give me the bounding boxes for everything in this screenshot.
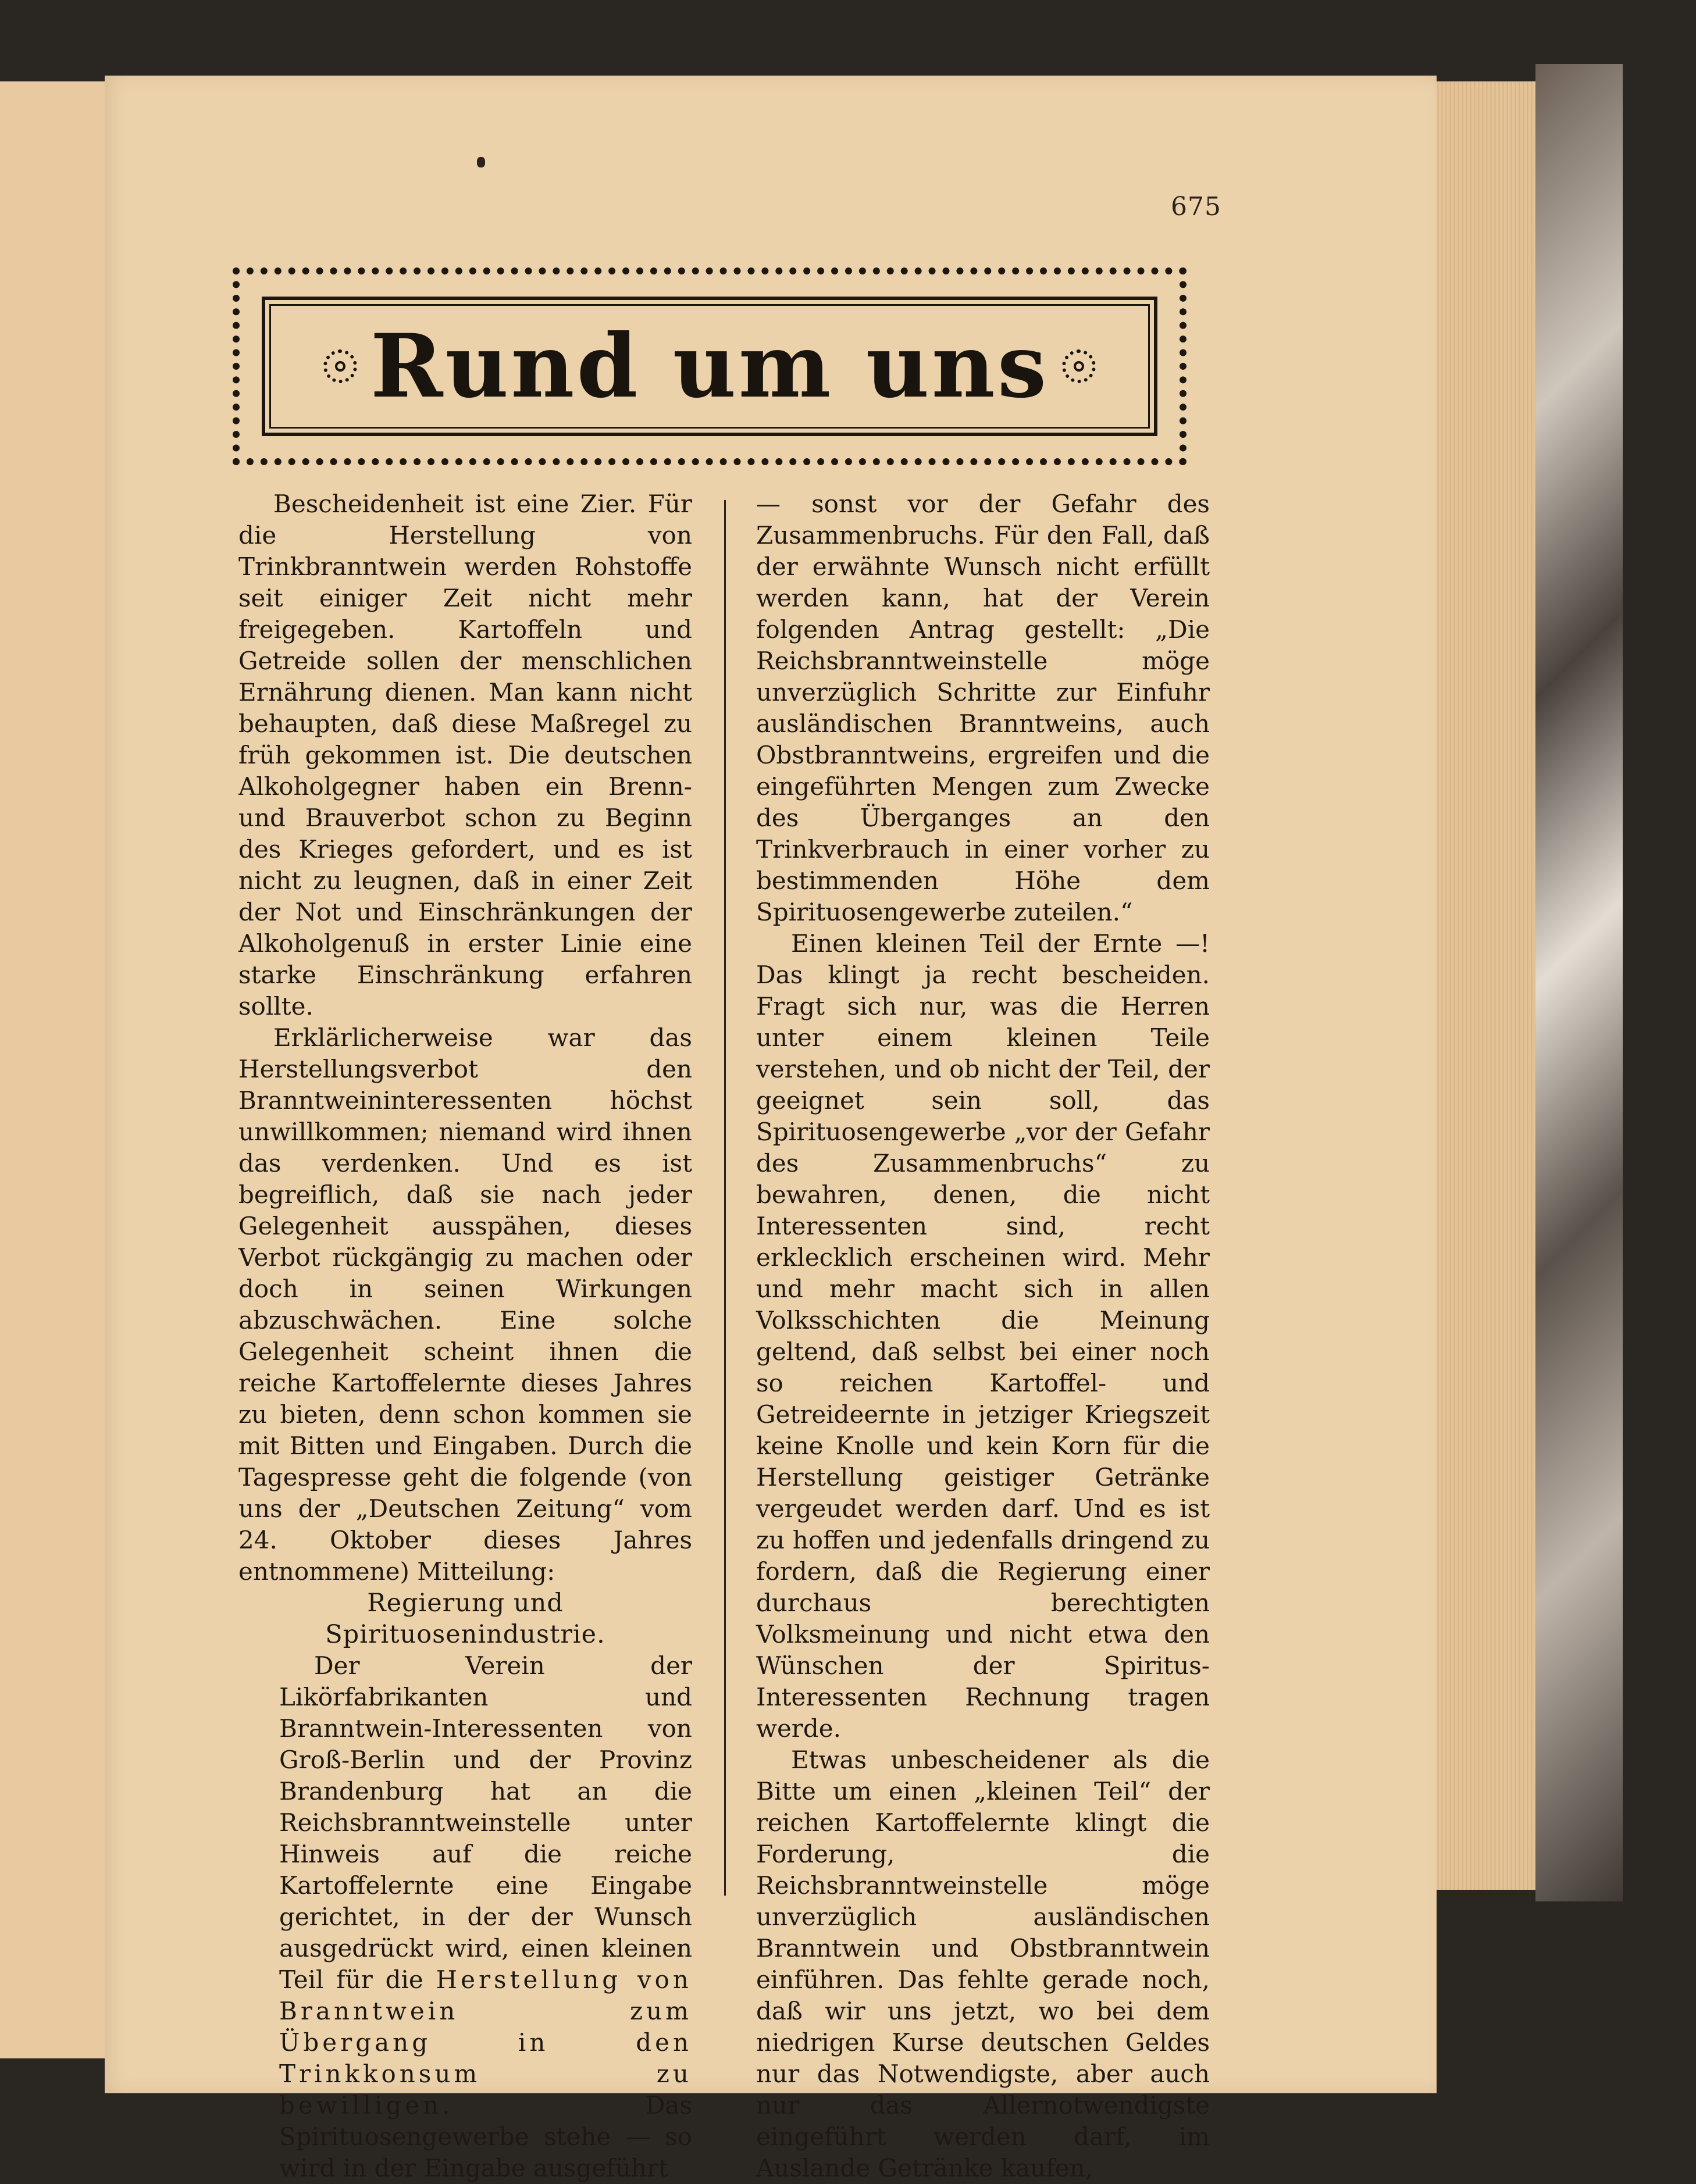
paragraph: Bescheidenheit ist eine Zier. Für die Herstellung von Trinkbranntwein werden Rohstoffe seit einiger Zeit nicht mehr freigegeben. Kartoffeln und Getreide sollen der menschlichen Ernährung dienen. Man kann nicht behaupten, daß diese Maßregel zu früh gekommen ist. Die deutschen Alkoholgegner haben ein Brenn- und Brauverbot schon zu Beginn des Krieges gefordert, und es ist nicht zu leugnen, daß in einer Zeit der Not und Einschränkungen der Alkoholgenuß in erster Linie eine starke Einschränkung erfahren sollte.: [238, 490, 692, 1020]
column-divider: [724, 500, 726, 1896]
quote-text: Der Verein der Likörfabrikanten und Branntwein-Interessenten von Groß-Berlin und der Provinz Brandenburg hat an die Reichsbranntweinstelle unter Hinweis auf die reiche Kartoffelernte eine Eingabe gerichtet, in der der Wunsch ausgedrückt wird, einen kleinen Teil für die: [279, 1651, 692, 1994]
page-stack-edge: [1419, 81, 1535, 1890]
rosette-icon: [323, 349, 357, 383]
paragraph: Erklärlicherweise war das Herstellungsverbot den Branntweininteressenten höchst unwillkommen; niemand wird ihnen das verdenken. Und es ist begreiflich, daß sie nach jeder Gelegenheit ausspähen, dieses Verbot rückgängig zu machen oder doch in seinen Wirkungen abzuschwächen. Eine solche Gelegenheit scheint ihnen die reiche Kartoffelernte dieses Jahres zu bieten, denn schon kommen sie mit Bitten und Eingaben. Durch die Tagespresse geht die folgende (von uns der „Deutschen Zeitung“ vom 24. Oktober dieses Jahres entnommene) Mitteilung:: [238, 1023, 692, 1586]
paragraph: Einen kleinen Teil der Ernte —! Das klingt ja recht bescheiden. Fragt sich nur, was die Herren unter einem kleinen Teile verstehen, und ob nicht der Teil, der geeignet sein soll, das Spirituosengewerbe „vor der Gefahr des Zusammenbruchs“ zu bewahren, denen, die nicht Interessenten sind, recht erklecklich erscheinen wird. Mehr und mehr macht sich in allen Volksschichten die Meinung geltend, daß selbst bei einer noch so reichen Kartoffel- und Getreideernte in jetziger Kriegszeit keine Knolle und kein Korn für die Herstellung geistiger Getränke vergeudet werden darf. Und es ist zu hoffen und jedenfalls dringend zu fordern, daß die Regierung einer durchaus berechtigten Volksmeinung und nicht etwa den Wünschen der Spiritus-Interessenten Rechnung tragen werde.: [756, 929, 1210, 1743]
section-title: Rund um uns: [370, 315, 1049, 417]
paragraph: Etwas unbescheidener als die Bitte um einen „kleinen Teil“ der reichen Kartoffelernte klingt die Forderung, die Reichsbranntweinstelle möge unverzüglich ausländischen Branntwein und Obstbranntwein einführen. Das fehlte gerade noch, daß wir uns jetzt, wo bei dem niedrigen Kurse deutschen Geldes nur das Notwendigste, aber auch nur das Allernotwendigste eingeführt werden darf, im Auslande Getränke kaufen,: [756, 1746, 1210, 2182]
book-page: [105, 76, 1437, 2182]
header-inner-frame: [262, 297, 1157, 436]
header-frame: [233, 267, 1187, 465]
paragraph: [279, 1650, 692, 2184]
quoted-block: [279, 1650, 692, 2184]
rosette-icon: [1062, 349, 1096, 383]
paragraph: — sonst vor der Gefahr des Zusammenbruchs. Für den Fall, daß der erwähnte Wunsch nicht erfüllt werden kann, hat der Verein folgenden Antrag gestellt: „Die Reichsbranntweinstelle möge unverzüglich Schritte zur Einfuhr ausländischen Branntweins, auch Obstbranntweins, ergreifen und die eingeführten Mengen zum Zwecke des Überganges an den Trinkverbrauch in einer vorher zu bestimmenden Höhe dem Spirituosengewerbe zuteilen.“: [756, 490, 1210, 926]
quote-emphasis: Herstellung von Branntwein zum Übergang in den Trinkkonsum zu bewilligen.: [279, 1965, 692, 2119]
marbled-book-edge: [1535, 64, 1623, 1901]
ink-speck: [477, 157, 485, 167]
quote-text: Das Spirituosengewerbe stehe — so wird in der Eingabe ausgeführt: [279, 2091, 692, 2182]
subheading: Regierung und Spirituosenindustrie.: [325, 1589, 605, 1649]
page-number: 675: [1171, 192, 1221, 222]
left-column: [238, 488, 692, 2184]
left-page-edge: [0, 81, 111, 2058]
right-column: [756, 488, 1210, 2184]
